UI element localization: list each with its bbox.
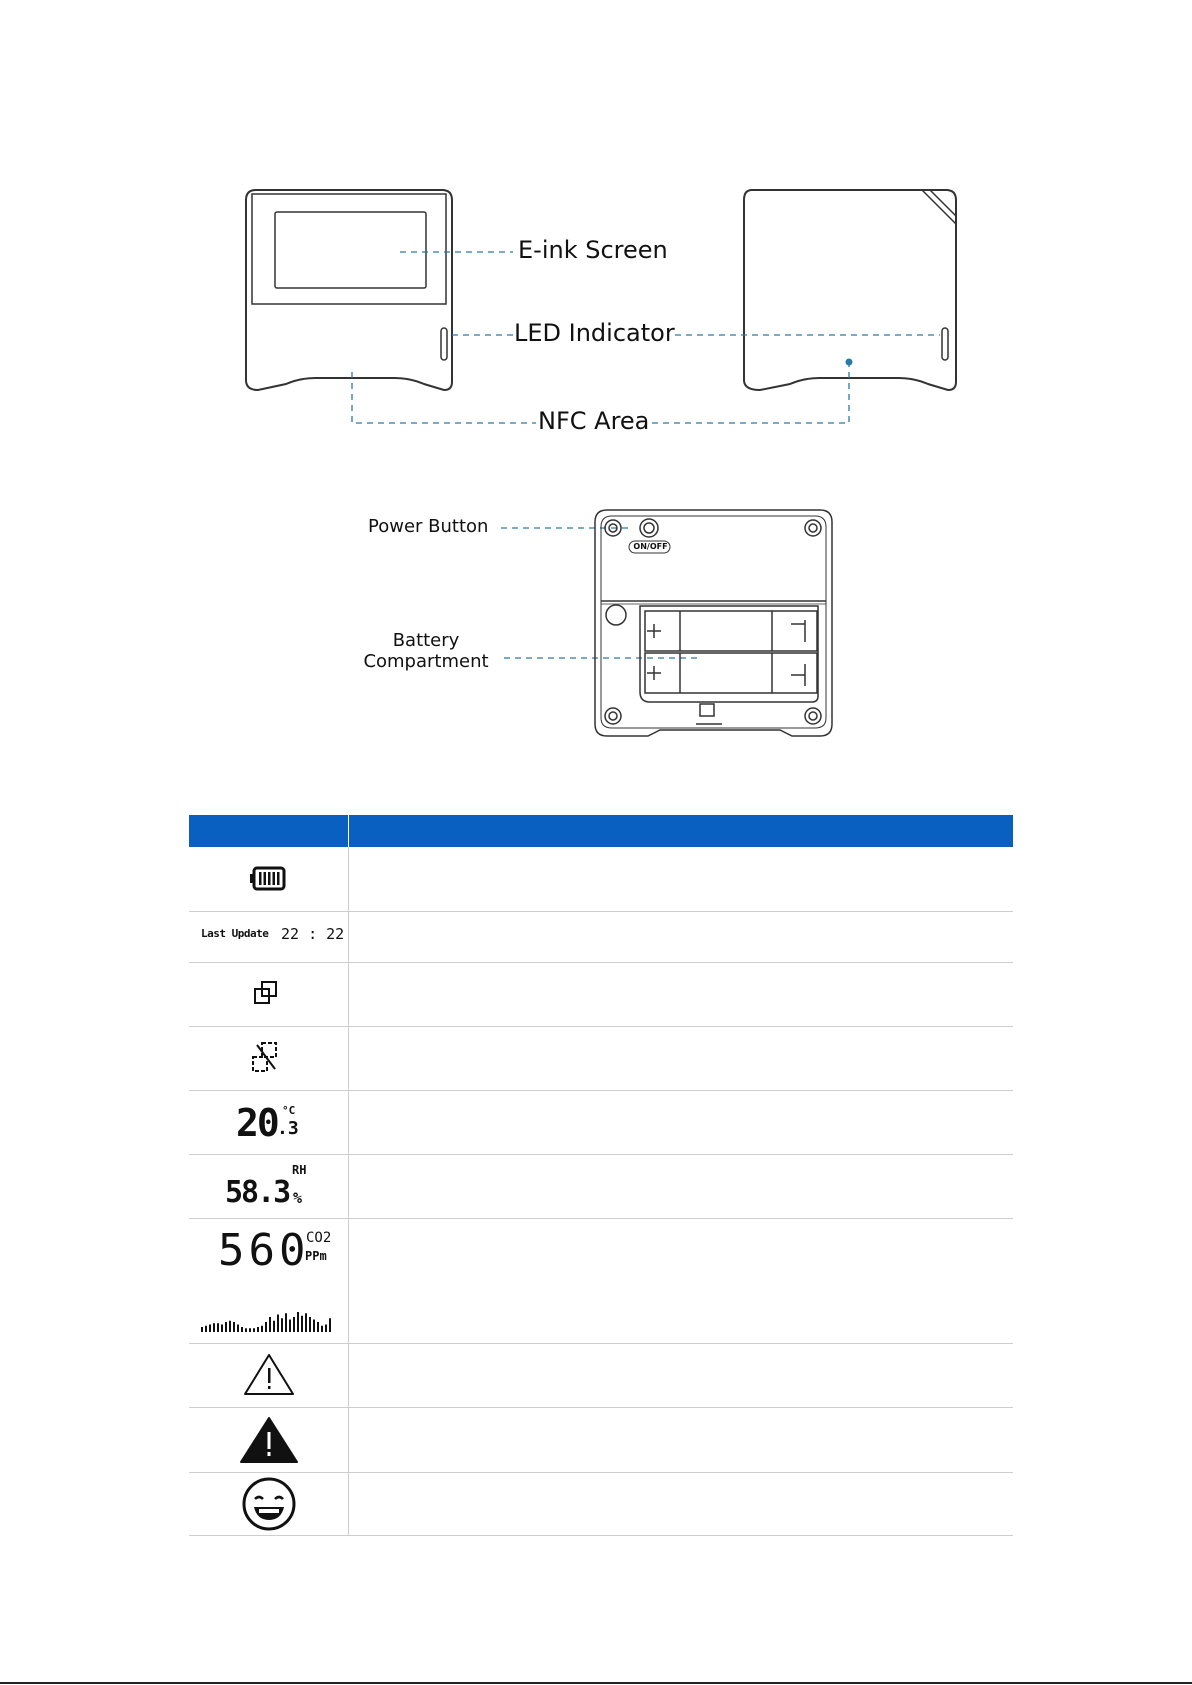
co2-unit: CO2	[306, 1230, 332, 1246]
co2-history-bar	[265, 1322, 267, 1332]
on-off-label: ON/OFF	[633, 542, 668, 551]
table-row	[189, 1219, 1013, 1344]
co2-value: 560	[218, 1225, 310, 1276]
table-row	[189, 1408, 1013, 1473]
table-cell-description	[349, 912, 1013, 962]
table-cell-description	[349, 1473, 1013, 1535]
table-row	[189, 1473, 1013, 1536]
co2-history-bar	[261, 1326, 263, 1332]
co2-history-bar	[297, 1312, 299, 1332]
last-update-time: 22 : 22	[281, 925, 345, 943]
eink-screen-label: E-ink Screen	[518, 236, 668, 264]
co2-history-bar	[301, 1316, 303, 1332]
connected-icon	[189, 963, 348, 1026]
temperature-value: 20	[236, 1101, 278, 1145]
table-row	[189, 1027, 1013, 1091]
power-button-shape	[640, 519, 658, 537]
co2-history-bar	[321, 1326, 323, 1332]
co2-history-bar	[329, 1318, 331, 1332]
battery-label-line1: Battery	[392, 630, 460, 651]
battery-label-line2: Compartment	[363, 651, 489, 672]
led-indicator-label: LED Indicator	[514, 319, 675, 347]
device-diagram	[0, 0, 1192, 800]
co2-history-bar	[241, 1327, 243, 1332]
temperature-decimal: .3	[277, 1118, 299, 1139]
temperature-unit: °C	[282, 1104, 296, 1117]
nfc-dot	[846, 359, 853, 366]
table-cell-description	[349, 847, 1013, 911]
callout-lines	[352, 252, 940, 658]
table-cell-description	[349, 1091, 1013, 1154]
co2-history-bar	[257, 1327, 259, 1332]
co2-history-bar	[289, 1320, 291, 1333]
co2-history-bar	[217, 1323, 219, 1332]
co2-history-bar	[309, 1317, 311, 1332]
co2-history-bar	[213, 1323, 215, 1332]
table-cell-description	[349, 1408, 1013, 1472]
warning-filled-icon	[189, 1408, 348, 1472]
table-cell-description	[349, 963, 1013, 1026]
co2-history-bar	[269, 1317, 271, 1332]
table-cell-description	[349, 1219, 1013, 1343]
co2-history-bar	[229, 1321, 231, 1332]
co2-history-bar	[245, 1328, 247, 1332]
battery-compartment-label	[362, 630, 490, 672]
nfc-area-label: NFC Area	[538, 407, 650, 435]
co2-history-bar	[277, 1315, 279, 1333]
table-row	[189, 1155, 1013, 1219]
table-cell-description	[349, 1027, 1013, 1090]
table-row	[189, 1344, 1013, 1408]
humidity-value: 58.3	[225, 1175, 290, 1210]
co2-history-bar	[281, 1318, 283, 1332]
front-device	[246, 190, 452, 390]
co2-history-bar	[325, 1325, 327, 1333]
co2-history-bar	[209, 1325, 211, 1333]
smiley-icon	[189, 1473, 348, 1535]
co2-history-bar	[201, 1327, 203, 1332]
table-cell-description	[349, 1155, 1013, 1218]
power-button-label: Power Button	[368, 516, 489, 537]
table-row	[189, 912, 1013, 963]
table-row	[189, 963, 1013, 1027]
co2-history-bar	[225, 1322, 227, 1332]
icon-table	[189, 815, 1013, 1536]
co2-history-bar	[273, 1321, 275, 1332]
co2-history-bar	[249, 1328, 251, 1332]
disconnected-icon	[189, 1027, 348, 1090]
battery-icon	[189, 847, 348, 911]
co2-unit-ppm: PPm	[305, 1249, 327, 1263]
co2-history-bar	[221, 1325, 223, 1333]
table-row	[189, 847, 1013, 912]
last-update-label: Last Update	[201, 927, 269, 940]
humidity-unit-rh: RH	[292, 1163, 307, 1177]
co2-history-bar	[253, 1328, 255, 1332]
table-row	[189, 1091, 1013, 1155]
humidity-unit-percent: %	[293, 1189, 303, 1207]
warning-outline-icon	[189, 1344, 348, 1407]
co2-history-bar	[237, 1325, 239, 1333]
table-header	[189, 815, 1013, 847]
page-bottom-rule	[0, 1682, 1192, 1684]
co2-history-bar	[285, 1313, 287, 1332]
co2-history-bar	[305, 1313, 307, 1332]
co2-history-bar	[313, 1320, 315, 1333]
table-header-icon-col	[189, 815, 349, 847]
co2-history-bar	[205, 1326, 207, 1332]
co2-history-bar	[293, 1317, 295, 1332]
table-cell-description	[349, 1344, 1013, 1407]
co2-history-bar	[233, 1322, 235, 1332]
co2-history-bar	[317, 1322, 319, 1332]
co2-history-bars	[189, 1219, 348, 1343]
